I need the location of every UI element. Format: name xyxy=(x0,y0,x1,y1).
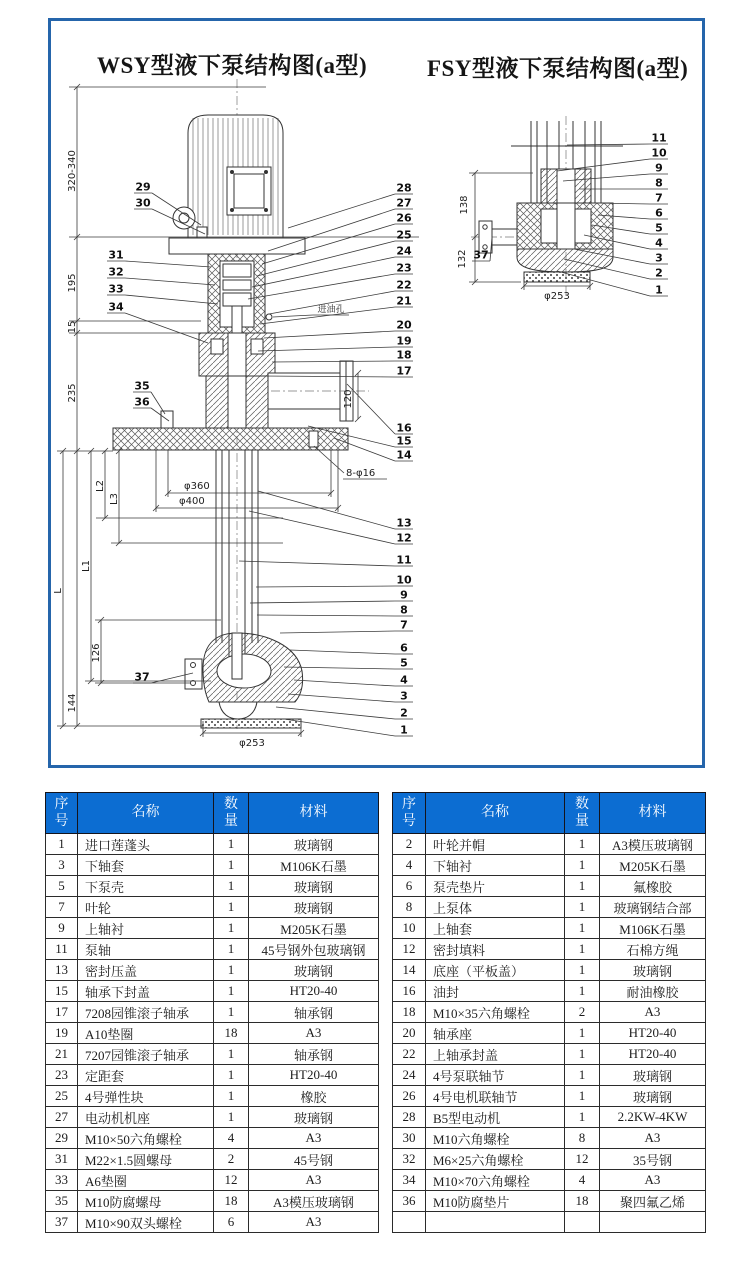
part-name-cell: 底座（平板盖） xyxy=(426,960,565,981)
part-name-cell: M10防腐螺母 xyxy=(78,1191,214,1212)
table-row xyxy=(46,1149,379,1170)
fsy-callout-6: 6 xyxy=(655,206,663,220)
fsy-callout-10: 10 xyxy=(651,146,667,160)
part-name-cell: 7207园锥滚子轴承 xyxy=(78,1044,214,1065)
material-cell: 玻璃钢 xyxy=(600,1065,706,1086)
dim-15: 15 xyxy=(67,320,78,334)
fsy-callout-7: 7 xyxy=(655,191,663,205)
row-no-cell: 18 xyxy=(393,1002,426,1023)
qty-cell: 1 xyxy=(565,939,600,960)
parts-table-left xyxy=(45,792,379,1233)
table-row xyxy=(393,960,706,981)
wsy-callout-30: 30 xyxy=(135,196,151,210)
wsy-callout-35: 35 xyxy=(134,379,150,393)
table-row xyxy=(46,855,379,876)
qty-cell: 1 xyxy=(214,834,249,855)
part-name-cell: 轴承下封盖 xyxy=(78,981,214,1002)
part-name-cell: 轴承座 xyxy=(426,1023,565,1044)
fsy-diagram-title: FSY型液下泵结构图(a型) xyxy=(427,56,689,81)
qty-cell: 1 xyxy=(214,981,249,1002)
row-no-cell: 9 xyxy=(46,918,78,939)
table-row xyxy=(393,1086,706,1107)
material-cell: 玻璃钢 xyxy=(249,1107,379,1128)
col-header-no: 序号 xyxy=(46,793,78,834)
material-cell: 玻璃钢 xyxy=(249,876,379,897)
impeller xyxy=(217,654,271,688)
qty-cell: 1 xyxy=(565,876,600,897)
part-name-cell: M6×25六角螺栓 xyxy=(426,1149,565,1170)
table-row xyxy=(46,960,379,981)
material-cell: 耐油橡胶 xyxy=(600,981,706,1002)
row-no-cell: 24 xyxy=(393,1065,426,1086)
plate-bolt-hole xyxy=(309,431,318,447)
material-cell: A3 xyxy=(600,1128,706,1149)
wsy-callout-15: 15 xyxy=(396,434,412,448)
row-no-cell: 32 xyxy=(393,1149,426,1170)
wsy-callout-4: 4 xyxy=(400,673,408,687)
col-header-name: 名称 xyxy=(426,793,565,834)
table-row xyxy=(393,1002,706,1023)
pump-coupling xyxy=(223,293,251,306)
table-row xyxy=(46,897,379,918)
table-row xyxy=(393,1023,706,1044)
wsy-callout-19: 19 xyxy=(396,334,412,348)
wsy-callout-13: 13 xyxy=(396,516,412,530)
table-row xyxy=(46,939,379,960)
wsy-callout-25: 25 xyxy=(396,228,412,242)
fsy-callout-37: 37 xyxy=(473,248,489,262)
qty-cell: 2 xyxy=(214,1149,249,1170)
part-name-cell: 7208园锥滚子轴承 xyxy=(78,1002,214,1023)
qty-cell: 1 xyxy=(565,1086,600,1107)
part-name-cell: 油封 xyxy=(426,981,565,1002)
row-no-cell: 5 xyxy=(46,876,78,897)
qty-cell: 1 xyxy=(565,855,600,876)
dim-144: 144 xyxy=(67,693,78,713)
wsy-callout-7: 7 xyxy=(400,618,408,632)
qty-cell: 1 xyxy=(565,960,600,981)
row-no-cell: 4 xyxy=(393,855,426,876)
col-header-material: 材料 xyxy=(600,793,706,834)
table-row xyxy=(393,855,706,876)
table-row xyxy=(46,1128,379,1149)
part-name-cell: 下轴套 xyxy=(78,855,214,876)
row-no-cell: 25 xyxy=(46,1086,78,1107)
elastic-block xyxy=(223,280,251,290)
qty-cell: 12 xyxy=(214,1170,249,1191)
material-cell: M106K石墨 xyxy=(600,918,706,939)
oil-hole xyxy=(266,314,272,320)
part-name-cell: 上轴承封盖 xyxy=(426,1044,565,1065)
wsy-callout-10: 10 xyxy=(396,573,412,587)
part-name-cell xyxy=(426,1212,565,1233)
part-name-cell: M10×90双头螺栓 xyxy=(78,1212,214,1233)
fsy-dim-base-dia: φ253 xyxy=(544,291,570,302)
part-name-cell: M10六角螺栓 xyxy=(426,1128,565,1149)
row-no-cell: 22 xyxy=(393,1044,426,1065)
material-cell: M205K石墨 xyxy=(249,918,379,939)
dim-bolt-circle-360: φ360 xyxy=(184,481,210,492)
dim-126: 126 xyxy=(91,643,102,663)
bearing-7207 xyxy=(211,339,223,354)
table-row xyxy=(46,981,379,1002)
part-name-cell: 密封填料 xyxy=(426,939,565,960)
parts-table-right xyxy=(392,792,706,1233)
wsy-callout-14: 14 xyxy=(396,448,412,462)
col-header-name: 名称 xyxy=(78,793,214,834)
wsy-callout-36: 36 xyxy=(134,395,150,409)
table-row xyxy=(393,1107,706,1128)
row-no-cell: 31 xyxy=(46,1149,78,1170)
table-row xyxy=(393,939,706,960)
table-row xyxy=(46,1065,379,1086)
table-row xyxy=(46,1191,379,1212)
material-cell: 玻璃钢结合部 xyxy=(600,897,706,918)
table-row xyxy=(46,1107,379,1128)
material-cell: A3 xyxy=(600,1170,706,1191)
qty-cell: 4 xyxy=(565,1170,600,1191)
table-row xyxy=(393,876,706,897)
col-header-qty: 数量 xyxy=(214,793,249,834)
fsy-dim-132: 132 xyxy=(457,249,468,269)
row-no-cell: 13 xyxy=(46,960,78,981)
wsy-diagram-title: WSY型液下泵结构图(a型) xyxy=(97,53,368,78)
dim-L1: L1 xyxy=(81,560,92,572)
part-name-cell: 4号弹性块 xyxy=(78,1086,214,1107)
part-name-cell: 上轴套 xyxy=(426,918,565,939)
row-no-cell: 16 xyxy=(393,981,426,1002)
dim-120: 120 xyxy=(343,389,354,409)
row-no-cell: 12 xyxy=(393,939,426,960)
qty-cell: 1 xyxy=(565,834,600,855)
row-no-cell: 15 xyxy=(46,981,78,1002)
part-name-cell: 叶轮 xyxy=(78,897,214,918)
part-name-cell: 4号电机联轴节 xyxy=(426,1086,565,1107)
qty-cell: 1 xyxy=(214,855,249,876)
fsy-callout-1: 1 xyxy=(655,283,663,297)
wsy-callout-28: 28 xyxy=(396,181,412,195)
dim-motor-height: 320-340 xyxy=(67,150,78,192)
qty-cell: 1 xyxy=(565,897,600,918)
material-cell: 45号钢外包玻璃钢 xyxy=(249,939,379,960)
qty-cell: 1 xyxy=(565,981,600,1002)
material-cell: M205K石墨 xyxy=(600,855,706,876)
wsy-callout-5: 5 xyxy=(400,656,408,670)
material-cell xyxy=(600,1212,706,1233)
dim-base-dia: φ253 xyxy=(239,738,265,749)
oil-hole-label: 进油孔 xyxy=(317,305,345,315)
qty-cell: 1 xyxy=(565,1065,600,1086)
fsy-callout-4: 4 xyxy=(655,236,663,250)
material-cell: 轴承钢 xyxy=(249,1044,379,1065)
wsy-callout-32: 32 xyxy=(108,265,124,279)
qty-cell: 1 xyxy=(565,1023,600,1044)
part-name-cell: M10×70六角螺栓 xyxy=(426,1170,565,1191)
row-no-cell: 2 xyxy=(393,834,426,855)
material-cell: A3 xyxy=(249,1128,379,1149)
part-name-cell: M10防腐垫片 xyxy=(426,1191,565,1212)
wsy-callout-20: 20 xyxy=(396,318,412,332)
wsy-callout-31: 31 xyxy=(108,248,124,262)
material-cell: 玻璃钢 xyxy=(249,960,379,981)
wsy-callout-22: 22 xyxy=(396,278,412,292)
motor xyxy=(169,115,305,254)
table-row xyxy=(393,981,706,1002)
qty-cell: 18 xyxy=(565,1191,600,1212)
dim-L3: L3 xyxy=(109,493,120,505)
fsy-callout-9: 9 xyxy=(655,161,663,175)
row-no-cell: 8 xyxy=(393,897,426,918)
table-row xyxy=(46,876,379,897)
qty-cell: 1 xyxy=(214,1086,249,1107)
diagram-panel xyxy=(48,18,705,768)
wsy-callout-17: 17 xyxy=(396,364,412,378)
fsy-callout-5: 5 xyxy=(655,221,663,235)
row-no-cell xyxy=(393,1212,426,1233)
material-cell: 玻璃钢 xyxy=(249,897,379,918)
wsy-callout-16: 16 xyxy=(396,421,412,435)
part-name-cell: B5型电动机 xyxy=(426,1107,565,1128)
row-no-cell: 20 xyxy=(393,1023,426,1044)
row-no-cell: 29 xyxy=(46,1128,78,1149)
row-no-cell: 23 xyxy=(46,1065,78,1086)
table-row xyxy=(393,1212,706,1233)
table-row xyxy=(46,1170,379,1191)
part-name-cell: 密封压盖 xyxy=(78,960,214,981)
qty-cell: 1 xyxy=(214,876,249,897)
table-row xyxy=(393,834,706,855)
part-name-cell: M22×1.5圆螺母 xyxy=(78,1149,214,1170)
qty-cell: 6 xyxy=(214,1212,249,1233)
part-name-cell: 下轴衬 xyxy=(426,855,565,876)
table-row xyxy=(46,1002,379,1023)
qty-cell xyxy=(565,1212,600,1233)
table-row xyxy=(393,918,706,939)
material-cell: 35号钢 xyxy=(600,1149,706,1170)
dim-L2: L2 xyxy=(95,480,106,492)
row-no-cell: 6 xyxy=(393,876,426,897)
qty-cell: 1 xyxy=(565,1044,600,1065)
table-row xyxy=(393,1170,706,1191)
part-name-cell: 4号泵联轴节 xyxy=(426,1065,565,1086)
motor-coupling xyxy=(223,264,251,277)
row-no-cell: 21 xyxy=(46,1044,78,1065)
qty-cell: 1 xyxy=(565,918,600,939)
material-cell: A3模压玻璃钢 xyxy=(249,1191,379,1212)
material-cell: 玻璃钢 xyxy=(600,960,706,981)
row-no-cell: 7 xyxy=(46,897,78,918)
qty-cell: 1 xyxy=(214,1107,249,1128)
row-no-cell: 3 xyxy=(46,855,78,876)
row-no-cell: 14 xyxy=(393,960,426,981)
row-no-cell: 33 xyxy=(46,1170,78,1191)
row-no-cell: 35 xyxy=(46,1191,78,1212)
row-no-cell: 26 xyxy=(393,1086,426,1107)
fsy-callout-3: 3 xyxy=(655,251,663,265)
part-name-cell: 上轴衬 xyxy=(78,918,214,939)
pump-structure-drawing xyxy=(51,21,702,765)
col-header-qty: 数量 xyxy=(565,793,600,834)
fsy-dim-138: 138 xyxy=(459,195,470,215)
material-cell: M106K石墨 xyxy=(249,855,379,876)
qty-cell: 1 xyxy=(214,1002,249,1023)
part-name-cell: 下泵壳 xyxy=(78,876,214,897)
wsy-callout-2: 2 xyxy=(400,706,408,720)
wsy-callout-37: 37 xyxy=(134,670,150,684)
material-cell: 玻璃钢 xyxy=(249,834,379,855)
qty-cell: 1 xyxy=(214,939,249,960)
wsy-callout-18: 18 xyxy=(396,348,412,362)
part-name-cell: M10×35六角螺栓 xyxy=(426,1002,565,1023)
table-header-row xyxy=(393,793,706,834)
dim-bolt-circle-400: φ400 xyxy=(179,496,205,507)
wsy-callout-8: 8 xyxy=(400,603,408,617)
material-cell: HT20-40 xyxy=(249,1065,379,1086)
material-cell: 聚四氟乙烯 xyxy=(600,1191,706,1212)
wsy-callout-1: 1 xyxy=(400,723,408,737)
row-no-cell: 1 xyxy=(46,834,78,855)
table-row xyxy=(393,1044,706,1065)
table-row xyxy=(46,1044,379,1065)
wsy-callout-33: 33 xyxy=(108,282,124,296)
fsy-callout-11: 11 xyxy=(651,131,667,145)
material-cell: 2.2KW-4KW xyxy=(600,1107,706,1128)
base-plate xyxy=(201,719,301,728)
wsy-callout-27: 27 xyxy=(396,196,412,210)
part-name-cell: 定距套 xyxy=(78,1065,214,1086)
row-no-cell: 27 xyxy=(46,1107,78,1128)
part-name-cell: A10垫圈 xyxy=(78,1023,214,1044)
material-cell: A3 xyxy=(249,1212,379,1233)
part-name-cell: 电动机机座 xyxy=(78,1107,214,1128)
material-cell: A3 xyxy=(249,1170,379,1191)
qty-cell: 12 xyxy=(565,1149,600,1170)
part-name-cell: 泵壳垫片 xyxy=(426,876,565,897)
material-cell: 橡胶 xyxy=(249,1086,379,1107)
material-cell: HT20-40 xyxy=(600,1023,706,1044)
wsy-callout-3: 3 xyxy=(400,689,408,703)
row-no-cell: 37 xyxy=(46,1212,78,1233)
table-row xyxy=(393,1065,706,1086)
wsy-callout-12: 12 xyxy=(396,531,412,545)
material-cell: 玻璃钢 xyxy=(600,1086,706,1107)
suction-inlet xyxy=(219,702,257,719)
qty-cell: 1 xyxy=(214,960,249,981)
row-no-cell: 19 xyxy=(46,1023,78,1044)
part-name-cell: 泵轴 xyxy=(78,939,214,960)
part-name-cell: M10×50六角螺栓 xyxy=(78,1128,214,1149)
wsy-callout-21: 21 xyxy=(396,294,412,308)
wsy-callout-29: 29 xyxy=(135,180,151,194)
qty-cell: 1 xyxy=(214,1044,249,1065)
material-cell: A3 xyxy=(249,1023,379,1044)
wsy-callout-34: 34 xyxy=(108,300,124,314)
material-cell: HT20-40 xyxy=(600,1044,706,1065)
wsy-callout-9: 9 xyxy=(400,588,408,602)
col-header-material: 材料 xyxy=(249,793,379,834)
material-cell: 45号钢 xyxy=(249,1149,379,1170)
col-header-no: 序号 xyxy=(393,793,426,834)
dim-L: L xyxy=(53,588,64,594)
table-row xyxy=(46,1212,379,1233)
part-name-cell: 进口莲蓬头 xyxy=(78,834,214,855)
fsy-callout-2: 2 xyxy=(655,266,663,280)
row-no-cell: 34 xyxy=(393,1170,426,1191)
material-cell: A3模压玻璃钢 xyxy=(600,834,706,855)
row-no-cell: 17 xyxy=(46,1002,78,1023)
table-header-row xyxy=(46,793,379,834)
table-row xyxy=(46,834,379,855)
qty-cell: 1 xyxy=(214,918,249,939)
material-cell: A3 xyxy=(600,1002,706,1023)
table-row xyxy=(46,1023,379,1044)
row-no-cell: 10 xyxy=(393,918,426,939)
dim-bolt-holes: 8-φ16 xyxy=(346,468,376,479)
wsy-callout-23: 23 xyxy=(396,261,412,275)
part-name-cell: 叶轮并帽 xyxy=(426,834,565,855)
wsy-callout-26: 26 xyxy=(396,211,412,225)
qty-cell: 8 xyxy=(565,1128,600,1149)
qty-cell: 1 xyxy=(214,1065,249,1086)
wsy-callout-24: 24 xyxy=(396,244,412,258)
motor-base-plate xyxy=(169,238,305,254)
table-row xyxy=(393,1191,706,1212)
pump-shaft xyxy=(232,633,242,679)
dim-235: 235 xyxy=(67,383,78,403)
qty-cell: 18 xyxy=(214,1023,249,1044)
table-row xyxy=(393,897,706,918)
fsy-callout-8: 8 xyxy=(655,176,663,190)
row-no-cell: 36 xyxy=(393,1191,426,1212)
material-cell: 石棉方绳 xyxy=(600,939,706,960)
part-name-cell: A6垫圈 xyxy=(78,1170,214,1191)
qty-cell: 1 xyxy=(565,1107,600,1128)
material-cell: HT20-40 xyxy=(249,981,379,1002)
row-no-cell: 28 xyxy=(393,1107,426,1128)
fsy-diagram xyxy=(471,116,623,299)
qty-cell: 1 xyxy=(214,897,249,918)
qty-cell: 18 xyxy=(214,1191,249,1212)
part-name-cell: 上泵体 xyxy=(426,897,565,918)
fsy-pump-casing xyxy=(517,249,613,272)
row-no-cell: 11 xyxy=(46,939,78,960)
row-no-cell: 30 xyxy=(393,1128,426,1149)
table-row xyxy=(46,1086,379,1107)
dim-195: 195 xyxy=(67,273,78,293)
wsy-callout-11: 11 xyxy=(396,553,412,567)
wsy-callout-6: 6 xyxy=(400,641,408,655)
qty-cell: 2 xyxy=(565,1002,600,1023)
table-row xyxy=(393,1128,706,1149)
material-cell: 氟橡胶 xyxy=(600,876,706,897)
table-row xyxy=(393,1149,706,1170)
qty-cell: 4 xyxy=(214,1128,249,1149)
material-cell: 轴承钢 xyxy=(249,1002,379,1023)
table-row xyxy=(46,918,379,939)
